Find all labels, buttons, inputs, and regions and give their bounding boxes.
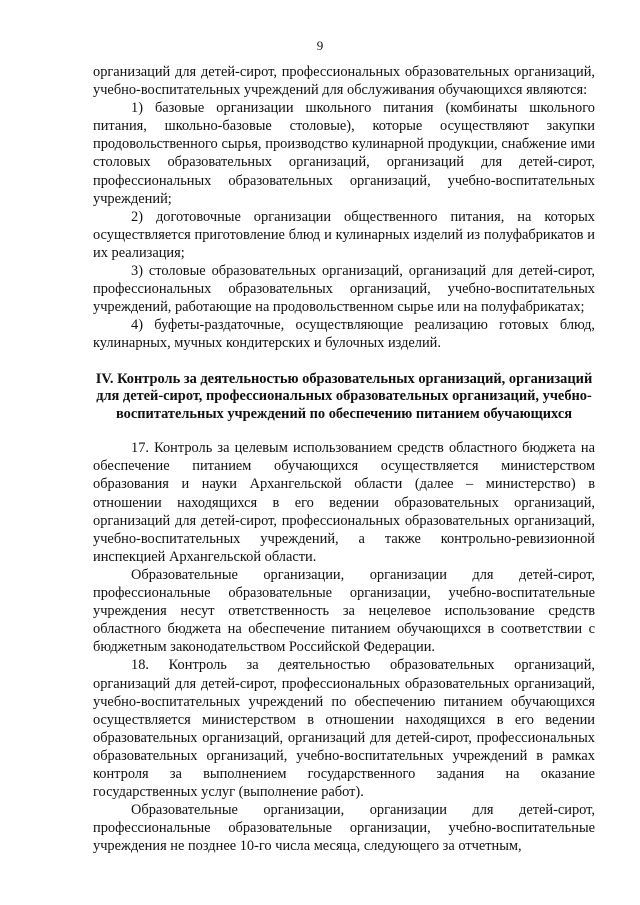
paragraph: 4) буфеты-раздаточные, осуществляющие реализацию готовых блюд, кулинарных, мучных кондитерских и булочных изделий. [93, 317, 595, 352]
paragraph: организаций для детей-сирот, профессиональных образовательных организаций, учебно-воспитательных учреждений для обслуживания обучающихся являются: [93, 64, 595, 99]
paragraph: 3) столовые образовательных организаций, организаций для детей-сирот, профессиональных образовательных организаций, учебно-воспитательных учреждений, работающие на продовольственном сырье или на полуфабрикатах; [93, 263, 595, 316]
paragraph: 18. Контроль за деятельностью образовательных организаций, организаций для детей-сирот, профессиональных образовательных организаций, учебно-воспитательных учреждений по обеспечению питанием обучающихся осуществляется министерством в отношении находящихся в его ведении образовательных организаций, организаций для детей-сирот, профессиональных образовательных организаций, учебно-воспитательных учреждений в рамках контроля за выполнением государственного задания на оказание государственных услуг (выполнение работ). [93, 657, 595, 801]
paragraph: Образовательные организации, организации для детей-сирот, профессиональные образовательные организации, учебно-воспитательные учреждения несут ответственность за нецелевое использование средств областного бюджета на обеспечение питанием обучающихся в соответствии с бюджетным законодательством Российской Федерации. [93, 566, 595, 656]
page-number: 9 [316, 38, 324, 53]
paragraphs-bottom [93, 439, 595, 855]
paragraph: Образовательные организации, организации для детей-сирот, профессиональные образовательные организации, учебно-воспитательные учреждения не позднее 10-го числа месяца, следующего за отчетным, [93, 802, 595, 855]
section-heading: IV. Контроль за деятельностью образовательных организаций, организаций для детей-сирот, профессиональных образовательных организаций, учебно-воспитательных учреждений по обеспечению питанием обучающихся [95, 370, 593, 422]
paragraph: 2) доготовочные организации общественного питания, на которых осуществляется приготовление блюд и кулинарных изделий из полуфабрикатов и их реализация; [93, 208, 595, 261]
document-body [93, 63, 595, 855]
paragraphs-top [93, 63, 595, 353]
paragraph: 1) базовые организации школьного питания (комбинаты школьного питания, школьно-базовые столовые), которые осуществляют закупки продовольственного сырья, производство кулинарной продукции, снабжение ими столовых образовательных организаций, организаций для детей-сирот, профессиональных образовательных организаций, учебно-воспитательных учреждений; [93, 100, 595, 207]
paragraph: 17. Контроль за целевым использованием средств областного бюджета на обеспечение питанием обучающихся осуществляется министерством образования и науки Архангельской области (далее – министерство) в отношении находящихся в его ведении образовательных организаций, организаций для детей-сирот, профессиональных образовательных организаций, учебно-воспитательных учреждений, а также контрольно-ревизионной инспекцией Архангельской области. [93, 440, 595, 565]
